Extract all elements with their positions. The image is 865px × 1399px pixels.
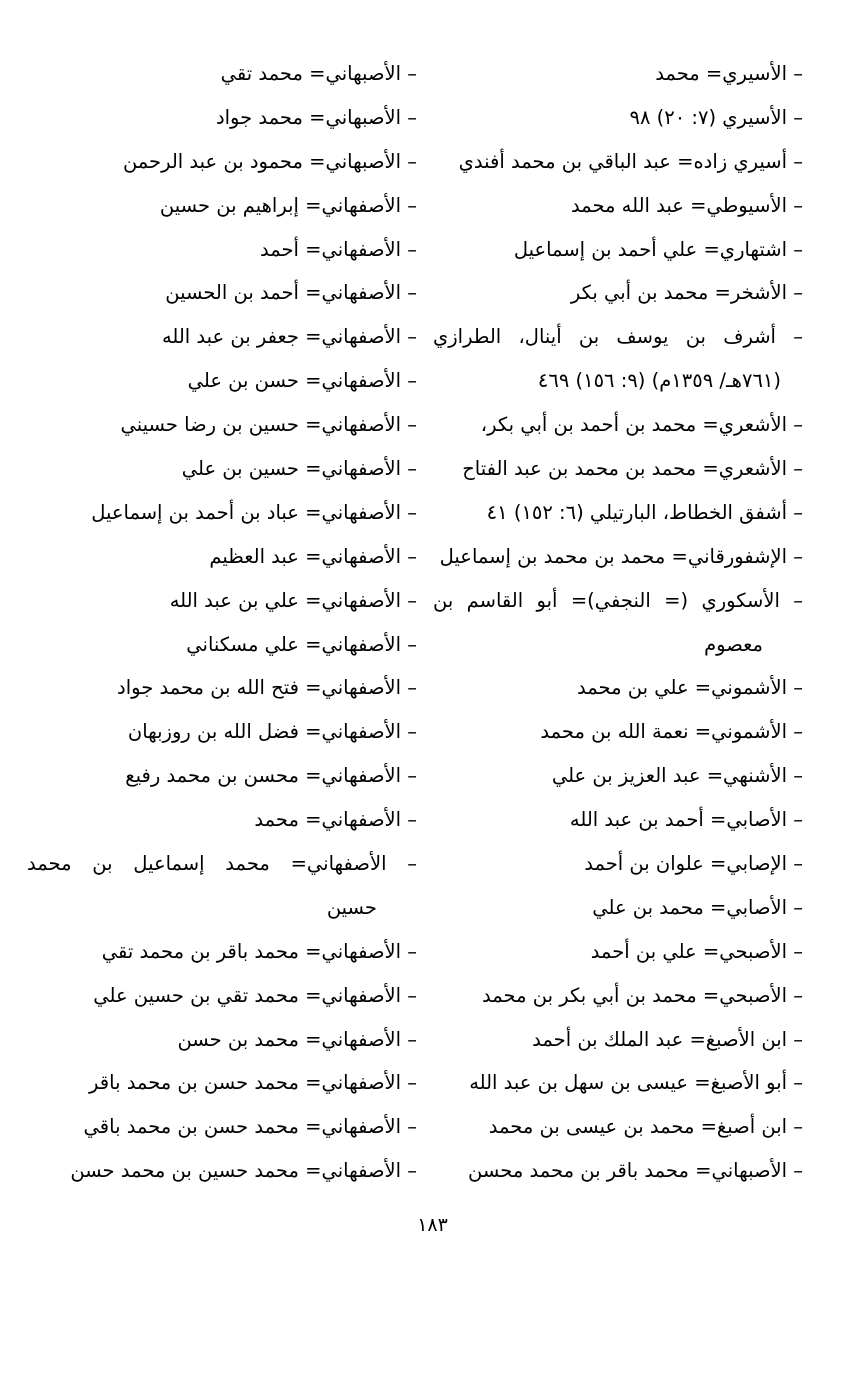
index-entry: – الأصفهاني= حسين بن رضا حسيني [120,413,417,437]
index-entry: حسين [326,895,377,919]
index-entry: – الأصفهاني= محمد إسماعيل بن محمد [27,852,417,876]
index-entry: – الأشنهي= عبد العزيز بن علي [551,764,803,788]
index-entry: – الأصفهاني= حسن بن علي [187,369,417,393]
index-entry: – أشرف بن يوسف بن أينال، الطرازي [433,325,803,349]
index-entry: – الإشفورقاني= محمد بن محمد بن إسماعيل [439,544,803,568]
index-entry: – الأصبحي= علي بن أحمد [590,939,803,963]
index-entry: – الأشخر= محمد بن أبي بكر [570,281,803,305]
index-entry: – الأصفهاني= أحمد بن الحسين [165,281,417,305]
index-entry: – الأصفهاني= عباد بن أحمد بن إسماعيل [91,500,417,524]
index-entry: – الأصفهاني= علي مسكناني [186,632,417,656]
index-entry: – الأصفهاني= فضل الله بن روزبهان [127,720,417,744]
index-entry: – الأصفهاني= حسين بن علي [181,457,417,481]
index-entry: – الأصفهاني= جعفر بن عبد الله [161,325,417,349]
index-entry: – الأسيوطي= عبد الله محمد [570,193,803,217]
index-entry: – الأصفهاني= محمد تقي بن حسين علي [93,983,417,1007]
index-entry: – الأصفهاني= أحمد [259,237,417,261]
index-entry: – الأسيري= محمد [655,62,803,85]
index-entry: – ابن أصبغ= محمد بن عيسى بن محمد [488,1115,803,1139]
index-entry: – الأصفهاني= عبد العظيم [209,544,417,568]
index-entry: – الأصفهاني= محمد حسن بن محمد باقر [89,1071,417,1095]
index-entry: – الأشموني= علي بن محمد [577,676,803,700]
index-entry: – الأصبهاني= محمود بن عبد الرحمن [122,149,417,173]
index-entry: – الأشعري= محمد بن محمد بن عبد الفتاح [462,457,803,481]
index-entry: – الأصفهاني= إبراهيم بن حسين [159,193,417,217]
page-number: ١٨٣ [417,1214,448,1236]
index-entry: – الأصبحي= محمد بن أبي بكر بن محمد [482,983,803,1007]
index-entry: – الأصابي= محمد بن علي [592,895,803,919]
index-entry: – أشفق الخطاط، البارتيلي (٦: ١٥٢) ٤١ [486,500,803,524]
index-entry: – الأصبهاني= محمد باقر بن محمد محسن [468,1159,803,1183]
index-entry: – الأصبهاني= محمد تقي [220,62,417,85]
index-entry: – الإصابي= علوان بن أحمد [584,852,803,876]
index-column-right [433,52,803,1193]
index-entry: – الأصفهاني= علي بن عبد الله [169,588,417,612]
index-entry: – الأصفهاني= محمد حسن بن محمد باقي [83,1115,417,1139]
index-entry: – الأسيري (٧: ٢٠) ٩٨ [629,105,803,129]
index-entry: (٧٦١هـ/ ١٣٥٩م) (٩: ١٥٦) ٤٦٩ [537,369,781,393]
index-column-left [27,52,417,1193]
index-entry: – أسيري زاده= عبد الباقي بن محمد أفندي [458,149,803,173]
index-entry: – ابن الأصبغ= عبد الملك بن أحمد [532,1027,803,1051]
index-entry: – اشتهاري= علي أحمد بن إسماعيل [513,237,803,261]
index-entry: – الأصفهاني= فتح الله بن محمد جواد [117,676,417,700]
index-entry: – الأشموني= نعمة الله بن محمد [540,720,803,744]
index-entry: – الأصفهاني= محمد باقر بن محمد تقي [101,939,417,963]
index-entry: – الأصفهاني= محمد [254,808,417,832]
index-entry: – الأصفهاني= محمد حسين بن محمد حسن [70,1159,417,1183]
index-entry: – الأصابي= أحمد بن عبد الله [569,808,803,832]
index-entry: معصوم [704,632,763,656]
index-entry: – أبو الأصبغ= عيسى بن سهل بن عبد الله [469,1071,803,1095]
index-entry: – الأسكوري (= النجفي)= أبو القاسم بن [433,588,803,612]
index-entry: – الأشعري= محمد بن أحمد بن أبي بكر، [480,413,803,437]
index-entry: – الأصفهاني= محمد بن حسن [177,1027,417,1051]
index-entry: – الأصفهاني= محسن بن محمد رفيع [125,764,417,788]
index-entry: – الأصبهاني= محمد جواد [215,105,417,129]
